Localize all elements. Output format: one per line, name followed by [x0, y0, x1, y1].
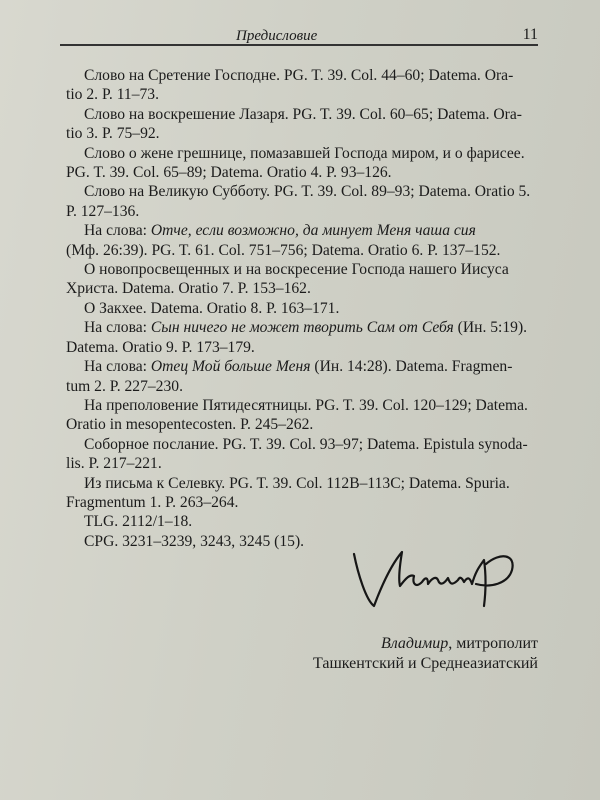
entry	[66, 396, 544, 435]
entry	[66, 221, 544, 260]
entry-line: Слово о жене грешнице, помазавшей Господа миром, и о фарисее.	[84, 144, 525, 162]
entry-line	[66, 318, 544, 337]
entry-text: (Ин. 5:19).	[453, 319, 528, 337]
entry-line: Христа. Datema. Oratio 7. P. 153–162.	[66, 280, 311, 298]
entry	[66, 182, 544, 221]
entry-line: О новопросвещенных и на воскресение Господа нашего Иисуса	[84, 261, 509, 279]
entry-line: Слово на воскрешение Лазаря. PG. T. 39. Col. 60–65; Datema. Ora-	[84, 105, 522, 123]
author-title: , митрополит	[448, 635, 538, 652]
entry-line	[66, 357, 544, 376]
author-line	[313, 634, 538, 654]
entry-line: tio 3. P. 75–92.	[66, 125, 160, 143]
entry-line: Из письма к Селевку. PG. T. 39. Col. 112B–113C; Datema. Spuria.	[84, 474, 510, 492]
page-number: 11	[522, 26, 538, 43]
entry-text: На слова:	[84, 358, 151, 376]
entry	[66, 260, 544, 299]
entry	[66, 66, 544, 105]
entry	[66, 144, 544, 183]
handwritten-signature	[340, 530, 530, 620]
quotation: Сын ничего не может творить Сам от Себя	[150, 319, 454, 337]
entry-line: P. 127–136.	[66, 202, 140, 220]
entry-line: tum 2. P. 227–230.	[66, 377, 183, 395]
entry-line: Datema. Oratio 9. P. 173–179.	[66, 338, 255, 356]
header-title: Предисловие	[236, 28, 318, 44]
signature-block	[313, 634, 538, 674]
entry	[66, 318, 544, 357]
entry-line	[66, 221, 544, 240]
entry-line: На преполовение Пятидесятницы. PG. T. 39. Col. 120–129; Datema.	[84, 396, 528, 414]
entry-line: Соборное послание. PG. T. 39. Col. 93–97; Datema. Epistula synoda-	[84, 435, 528, 453]
entry-line: Слово на Великую Субботу. PG. T. 39. Col. 89–93; Datema. Oratio 5.	[84, 183, 531, 201]
author-region: Ташкентский и Среднеазиатский	[312, 655, 538, 672]
entry-line: TLG. 2112/1–18.	[84, 513, 193, 531]
entry	[66, 299, 544, 318]
entry	[66, 357, 544, 396]
running-header	[60, 24, 538, 44]
quotation: Отец Мой больше Меня	[150, 358, 311, 376]
bibliography-list	[66, 66, 544, 551]
header-rule	[60, 44, 538, 46]
entry-line: Слово на Сретение Господне. PG. T. 39. Col. 44–60; Datema. Ora-	[84, 67, 514, 84]
author-name: Владимир	[380, 635, 449, 652]
entry-line: Oratio in mesopentecosten. P. 245–262.	[66, 416, 314, 434]
entry	[66, 474, 544, 513]
entry-line: Fragmentum 1. P. 263–264.	[66, 493, 239, 511]
entry-line: lis. P. 217–221.	[66, 455, 162, 473]
entry-text: На слова:	[84, 222, 151, 240]
entry-line: О Закхее. Datema. Oratio 8. P. 163–171.	[84, 299, 340, 317]
entry-line: PG. T. 39. Col. 65–89; Datema. Oratio 4. P. 93–126.	[66, 164, 392, 182]
entry	[66, 435, 544, 474]
entry-line: CPG. 3231–3239, 3243, 3245 (15).	[84, 532, 305, 550]
entry	[66, 105, 544, 144]
entry-text: На слова:	[84, 319, 151, 337]
entry-line: tio 2. P. 11–73.	[66, 86, 159, 104]
entry-text: (Ин. 14:28). Datema. Fragmen-	[310, 358, 513, 376]
entry	[66, 512, 544, 531]
quotation: Отче, если возможно, да минует Меня чаша сия	[150, 222, 476, 240]
entry-line: (Мф. 26:39). PG. T. 61. Col. 751–756; Datema. Oratio 6. P. 137–152.	[66, 241, 501, 259]
